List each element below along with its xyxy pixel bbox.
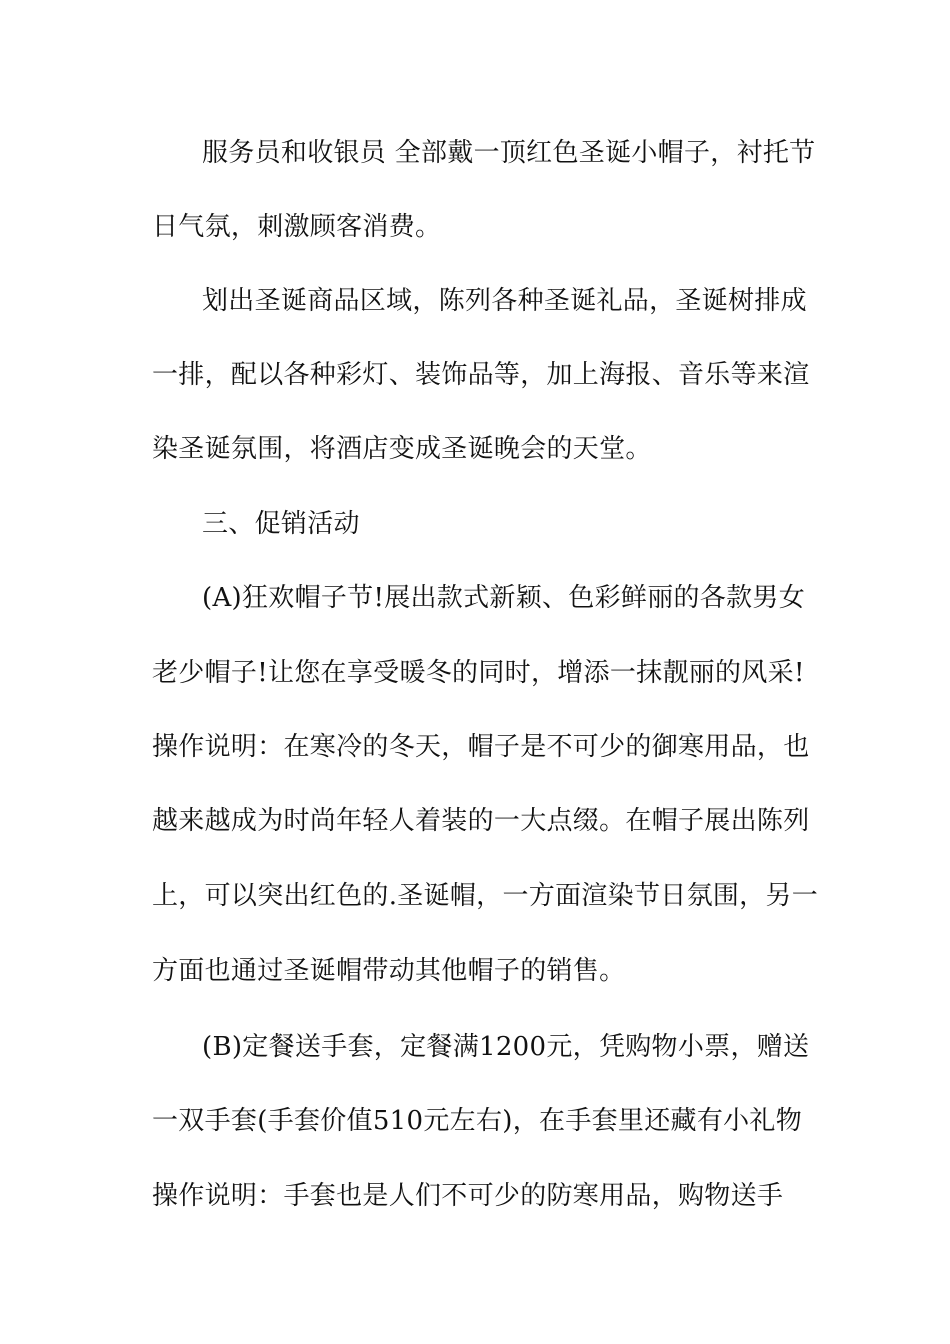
paragraph-line: 一排，配以各种彩灯、装饰品等，加上海报、音乐等来渲: [152, 360, 810, 390]
paragraph-line: 操作说明：手套也是人们不可少的防寒用品，购物送手: [152, 1181, 784, 1211]
paragraph-line: 一双手套(手套价值510元左右)，在手套里还藏有小礼物: [152, 1106, 803, 1136]
paragraph-line: 日气氛，刺激顾客消费。: [152, 212, 442, 242]
paragraph-line: 操作说明：在寒冷的冬天，帽子是不可少的御寒用品，也: [152, 732, 810, 762]
paragraph-line: 染圣诞氛围，将酒店变成圣诞晚会的天堂。: [152, 434, 652, 464]
paragraph-line: 上，可以突出红色的.圣诞帽，一方面渲染节日氛围，另一: [152, 881, 819, 911]
paragraph-line: (B)定餐送手套，定餐满1200元，凭购物小票，赠送: [202, 1032, 810, 1062]
paragraph-line: 服务员和收银员 全部戴一顶红色圣诞小帽子，衬托节: [202, 138, 816, 168]
paragraph-line: 划出圣诞商品区域，陈列各种圣诞礼品，圣诞树排成: [202, 286, 807, 316]
paragraph-line: 越来越成为时尚年轻人着装的一大点缀。在帽子展出陈列: [152, 806, 810, 836]
section-heading: 三、促销活动: [202, 509, 360, 539]
paragraph-line: 方面也通过圣诞帽带动其他帽子的销售。: [152, 956, 626, 986]
paragraph-line: (A)狂欢帽子节!展出款式新颖、色彩鲜丽的各款男女: [202, 583, 806, 613]
paragraph-line: 老少帽子!让您在享受暖冬的同时，增添一抹靓丽的风采!: [152, 658, 805, 688]
